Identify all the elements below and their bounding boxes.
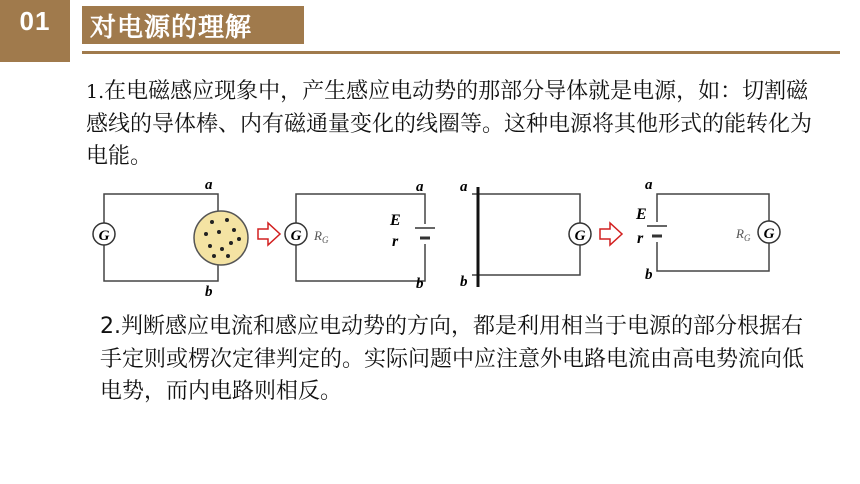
galvanometer-3-label: G (574, 228, 586, 244)
label-r-4: r (637, 230, 644, 247)
label-a-2: a (416, 179, 424, 195)
circuit-3-rails (472, 194, 580, 275)
circuit-1 (93, 177, 248, 300)
galvanometer-4-label: G (763, 226, 775, 242)
arrow-right-icon (258, 223, 280, 245)
circuit-3 (460, 179, 591, 290)
label-a-1: a (205, 177, 213, 193)
circuit-2 (285, 179, 435, 292)
label-a-3: a (460, 179, 468, 195)
circuit-4-wire (657, 194, 769, 271)
galvanometer-1-label: G (98, 228, 110, 244)
label-b-4: b (645, 267, 653, 283)
paragraph-1-text: 在电磁感应现象中，产生感应电动势的那部分导体就是电源，如：切割磁感线的导体棒、内有磁通量变化的线圈等。这种电源将其他形式的能转化为电能。 (86, 79, 813, 169)
resistance-label-4: $R_G$ (736, 226, 751, 243)
label-r-2: r (392, 233, 399, 250)
label-b-1: b (205, 284, 213, 300)
resistance-label-2: $R_G$ (314, 228, 329, 245)
label-b-2: b (416, 276, 424, 292)
paragraph-2: 2.判断感应电流和感应电动势的方向，都是利用相当于电源的部分根据右手定则或楞次定律判定的。实际问题中应注意外电路电流由高电势流向低电势，而内电路则相反。 (100, 314, 805, 404)
label-a-4: a (645, 177, 653, 193)
label-E-2: E (390, 212, 401, 229)
galvanometer-2-label: G (290, 228, 302, 244)
arrow-right-icon (600, 223, 622, 245)
paragraph-1-number: 1. (86, 81, 105, 103)
section-title: 对电源的理解 (90, 13, 253, 43)
section-number: 01 (19, 6, 51, 36)
label-b-3: b (460, 274, 468, 290)
label-E-4: E (636, 206, 647, 223)
circuit-4 (635, 177, 780, 283)
